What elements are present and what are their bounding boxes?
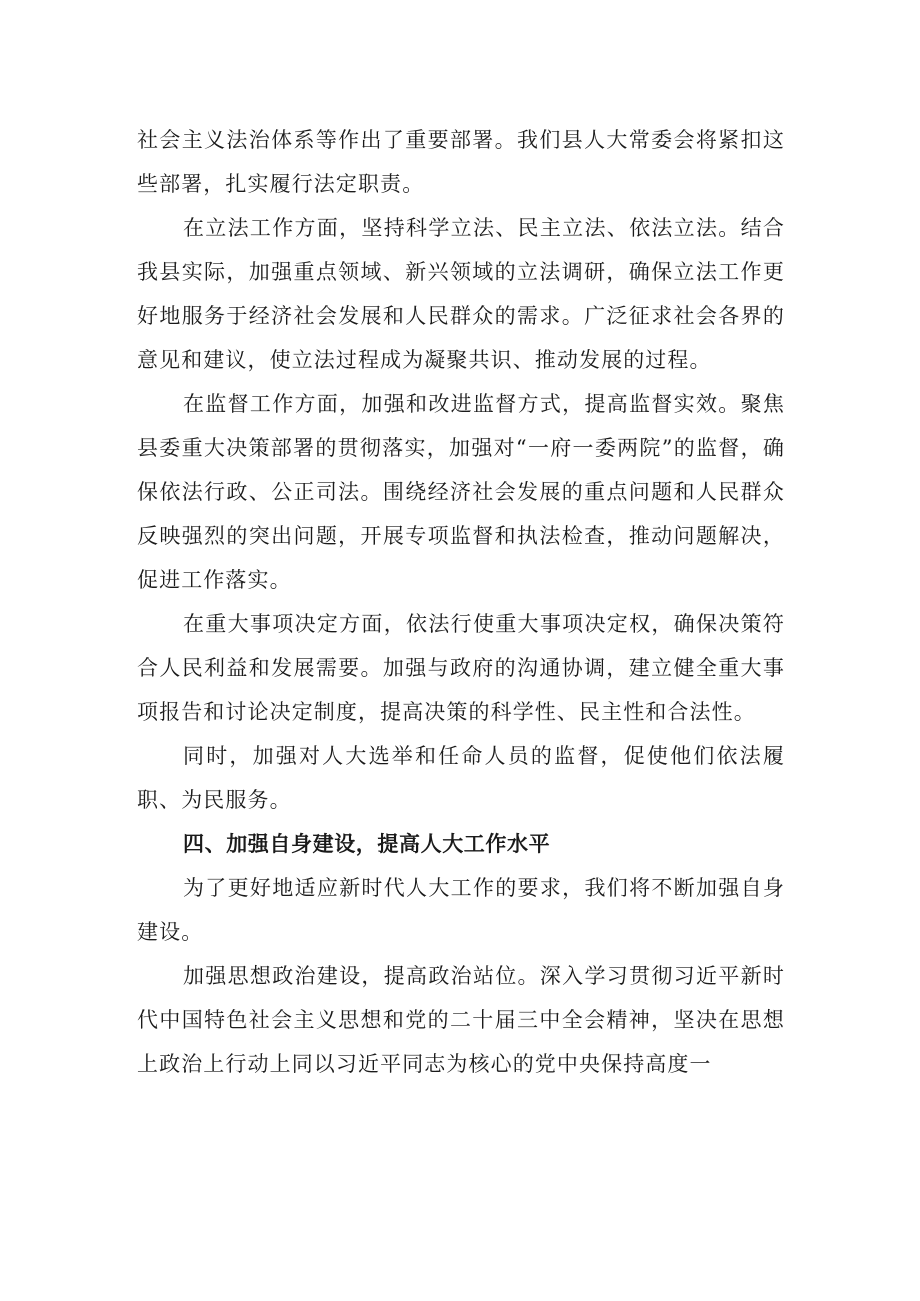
paragraph-supervision: 在监督工作方面，加强和改进监督方式，提高监督实效。聚焦县委重大决策部署的贯彻落实，加强对“一府一委两院”的监督，确保依法行政、公正司法。围绕经济社会发展的重点问题和人民群众反映强烈的突出问题，开展专项监督和执法检查，推动问题解决，促进工作落实。 [137, 392, 785, 592]
paragraph-appointee-oversight: 同时，加强对人大选举和任命人员的监督，促使他们依法履职、为民服务。 [137, 744, 785, 812]
paragraph-major-decisions: 在重大事项决定方面，依法行使重大事项决定权，确保决策符合人民利益和发展需要。加强与政府的沟通协调，建立健全重大事项报告和讨论决定制度，提高决策的科学性、民主性和合法性。 [137, 612, 785, 724]
paragraph-continuation: 社会主义法治体系等作出了重要部署。我们县人大常委会将紧扣这些部署，扎实履行法定职责。 [137, 128, 785, 196]
paragraph-self-building-intro: 为了更好地适应新时代人大工作的要求，我们将不断加强自身建设。 [137, 876, 785, 944]
document-body [137, 118, 785, 1086]
section-heading: 四、加强自身建设，提高人大工作水平 [183, 832, 551, 856]
paragraph-ideological-building: 加强思想政治建设，提高政治站位。深入学习贯彻习近平新时代中国特色社会主义思想和党的二十届三中全会精神，坚决在思想上政治上行动上同以习近平同志为核心的党中央保持高度一 [137, 964, 785, 1076]
paragraph-legislation: 在立法工作方面，坚持科学立法、民主立法、依法立法。结合我县实际，加强重点领域、新兴领域的立法调研，确保立法工作更好地服务于经济社会发展和人民群众的需求。广泛征求社会各界的意见和建议，使立法过程成为凝聚共识、推动发展的过程。 [137, 216, 785, 372]
